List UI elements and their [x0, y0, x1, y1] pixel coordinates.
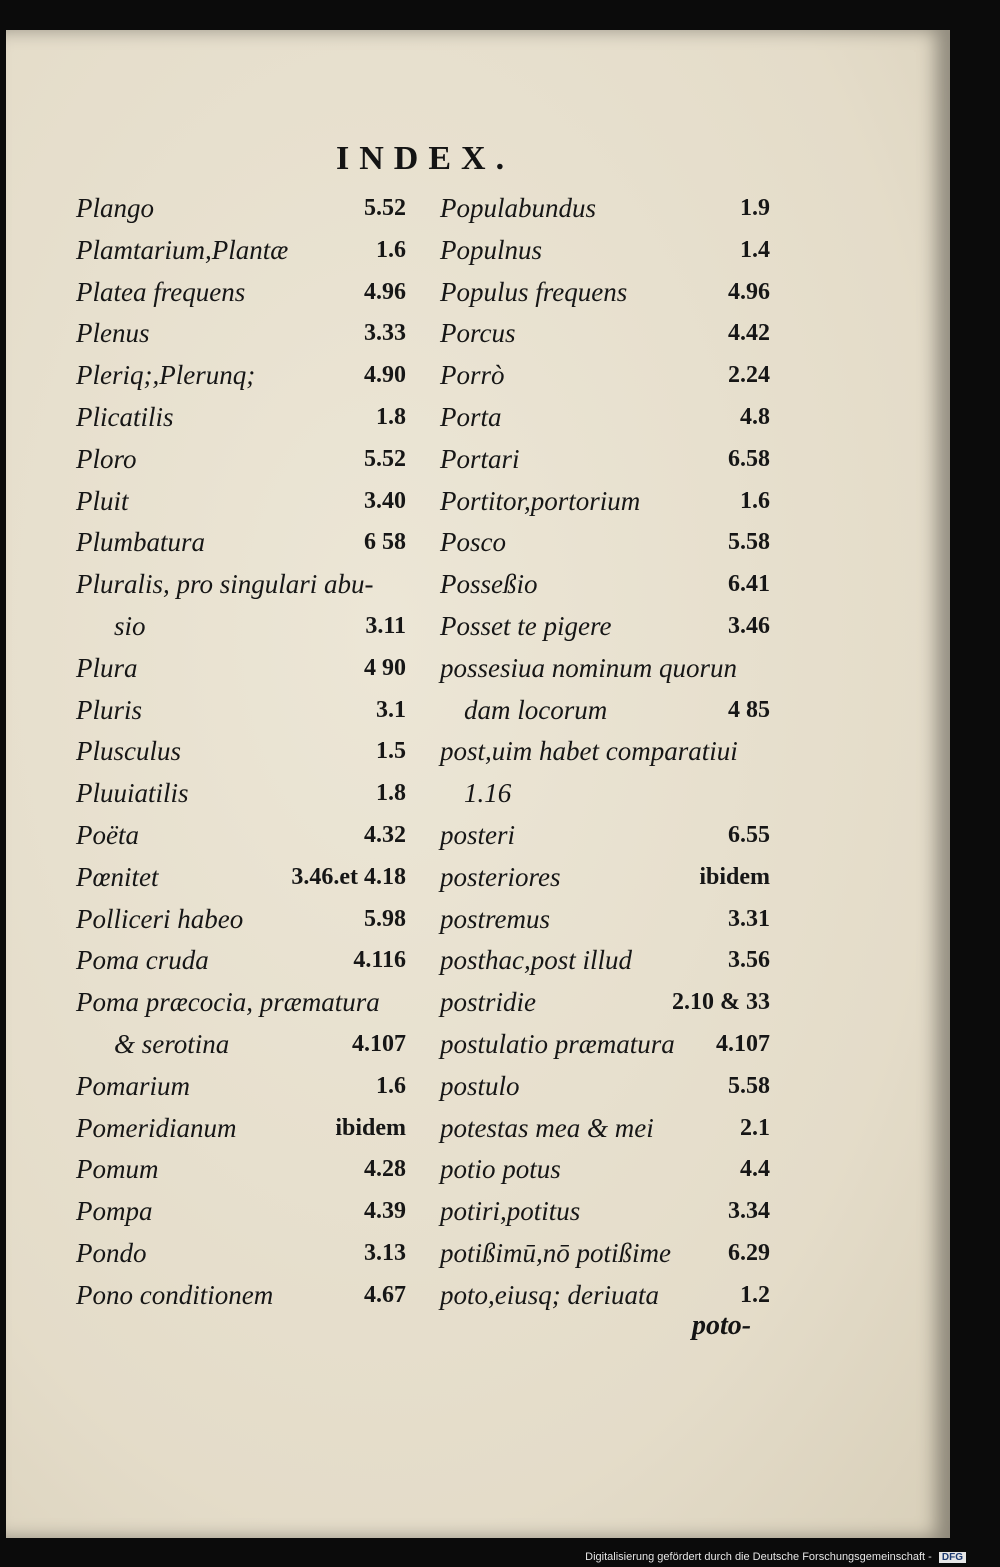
index-entry: [440, 648, 770, 690]
entry-ref: 4.90: [364, 362, 406, 389]
entry-term: Plusculus: [76, 736, 181, 767]
entry-ref: 2.24: [728, 362, 770, 389]
entry-term: Populus frequens: [440, 276, 628, 307]
entry-ref: 1.6: [740, 487, 770, 514]
entry-ref: 5.58: [728, 529, 770, 556]
entry-term: potestas mea & mei: [440, 1112, 654, 1143]
index-entry: [76, 1275, 406, 1317]
entry-term: Pluuiatilis: [76, 778, 189, 809]
index-entry: [76, 313, 406, 355]
entry-term: & serotina: [114, 1028, 230, 1059]
index-entry: [440, 606, 770, 648]
index-entry: [440, 397, 770, 439]
index-entry: [440, 313, 770, 355]
catchword: poto-: [692, 1310, 752, 1341]
index-entry: [440, 982, 770, 1024]
entry-term: poto,eiusq; deriuata: [440, 1279, 659, 1310]
entry-term: postulatio præmatura: [440, 1028, 675, 1059]
entry-term: postremus: [440, 903, 551, 934]
index-entry: [440, 230, 770, 272]
index-entry: [440, 1233, 770, 1275]
book-page: [6, 30, 950, 1538]
entry-term: possesiua nominum quorun: [440, 652, 738, 683]
entry-ref: 5.52: [364, 195, 406, 221]
entry-term: Porrò: [440, 360, 505, 391]
index-entry: [440, 815, 770, 857]
entry-term: Portitor,portorium: [440, 485, 641, 516]
index-entry: [76, 1066, 406, 1108]
index-entry: [76, 1233, 406, 1275]
index-column-right: [440, 188, 770, 1317]
entry-term: Poma cruda: [76, 945, 209, 976]
entry-ref: 3.1: [376, 696, 406, 723]
index-entry: [440, 522, 770, 564]
index-entry: [440, 1149, 770, 1191]
entry-ref: 4.96: [364, 278, 406, 305]
entry-ref: 4.67: [364, 1281, 406, 1308]
index-entry: [440, 940, 770, 982]
entry-ref: 1.2: [740, 1281, 770, 1308]
digitization-footer: [585, 1551, 966, 1563]
index-entry: [440, 773, 770, 815]
index-entry: [440, 1191, 770, 1233]
index-entry: [76, 648, 406, 690]
index-entry: [76, 564, 406, 606]
entry-ref: 4.107: [716, 1030, 770, 1057]
entry-ref: 4.42: [728, 320, 770, 347]
entry-term: Pleriq;,Plerunq;: [76, 360, 256, 391]
entry-ref: 6.58: [728, 445, 770, 472]
entry-ref: 1.5: [376, 738, 406, 765]
entry-term: Plango: [76, 193, 154, 223]
index-entry: [76, 355, 406, 397]
entry-term: posteriores: [440, 861, 561, 892]
index-entry: [440, 690, 770, 732]
index-entry: [76, 1191, 406, 1233]
entry-term: Porta: [440, 401, 502, 432]
entry-ref: 1.6: [376, 1072, 406, 1099]
index-entry: [76, 982, 406, 1024]
entry-term: 1.16: [464, 778, 512, 809]
entry-ref: 5.58: [728, 1072, 770, 1099]
index-entry: [440, 899, 770, 941]
entry-term: Plenus: [76, 318, 150, 349]
entry-term: Posco: [440, 527, 506, 558]
index-entry: [440, 272, 770, 314]
index-entry: [76, 272, 406, 314]
entry-term: potio potus: [440, 1154, 561, 1185]
index-entry: [76, 1024, 406, 1066]
entry-ref: 3.13: [364, 1239, 406, 1266]
entry-term: Pluralis, pro singulari abu-: [76, 569, 374, 600]
entry-term: potiri,potitus: [440, 1196, 581, 1227]
entry-term: potißimū,nō potißime: [440, 1237, 671, 1268]
entry-term: Populnus: [440, 234, 543, 265]
index-entry: [76, 690, 406, 732]
index-entry: [76, 522, 406, 564]
entry-term: Posset te pigere: [440, 610, 612, 641]
entry-term: Pompa: [76, 1196, 153, 1227]
entry-term: post,uim habet comparatiui: [440, 736, 738, 767]
entry-term: Ploro: [76, 443, 137, 474]
entry-term: Platea frequens: [76, 276, 246, 307]
index-entry: [76, 857, 406, 899]
entry-ref: 3.31: [728, 905, 770, 932]
entry-ref: 1.9: [740, 195, 770, 221]
entry-ref: 4.39: [364, 1198, 406, 1225]
entry-ref: 4 85: [728, 696, 770, 723]
entry-term: Portari: [440, 443, 520, 474]
index-entry: [76, 773, 406, 815]
entry-term: Pomeridianum: [76, 1112, 237, 1143]
entry-ref: 4.116: [353, 947, 406, 974]
entry-term: Pomarium: [76, 1070, 190, 1101]
entry-ref: 1.8: [376, 780, 406, 807]
entry-ref: 2.1: [740, 1114, 770, 1141]
entry-ref: 3.34: [728, 1198, 770, 1225]
index-entry: [440, 355, 770, 397]
entry-term: Populabundus: [440, 193, 597, 223]
entry-ref: 3.11: [365, 612, 406, 639]
entry-term: dam locorum: [464, 694, 608, 725]
entry-ref: 4.28: [364, 1156, 406, 1183]
index-entry: [440, 1108, 770, 1150]
entry-ref: 3.40: [364, 487, 406, 514]
entry-ref: 5.98: [364, 905, 406, 932]
index-entry: [76, 940, 406, 982]
entry-term: Plumbatura: [76, 527, 206, 558]
entry-term: posteri: [440, 819, 516, 850]
footer-text: Digitalisierung gefördert durch die Deutsche Forschungsgemeinschaft -: [585, 1551, 932, 1563]
index-entry: [440, 188, 770, 230]
entry-ref: 4.4: [740, 1156, 770, 1183]
entry-ref: 4.32: [364, 821, 406, 848]
entry-ref: 3.46: [728, 612, 770, 639]
index-entry: [76, 397, 406, 439]
index-entry: [440, 857, 770, 899]
entry-ref: 4.96: [728, 278, 770, 305]
entry-term: sio: [114, 610, 146, 641]
index-entry: [76, 1108, 406, 1150]
index-entry: [76, 188, 406, 230]
entry-ref: 6 58: [364, 529, 406, 556]
entry-term: Plamtarium,Plantæ: [76, 234, 289, 265]
index-entry: [440, 1066, 770, 1108]
entry-ref: 1.8: [376, 403, 406, 430]
index-column-left: [76, 188, 406, 1317]
index-entry: [440, 564, 770, 606]
entry-ref: 6.55: [728, 821, 770, 848]
entry-ref: 1.4: [740, 236, 770, 263]
entry-term: Pœnitet: [76, 861, 159, 892]
entry-term: postridie: [440, 987, 537, 1018]
entry-term: Porcus: [440, 318, 516, 349]
entry-ref: 5.52: [364, 445, 406, 472]
entry-term: Pluris: [76, 694, 143, 725]
index-entry: [76, 899, 406, 941]
entry-ref: 1.6: [376, 236, 406, 263]
entry-ref: 3.46.et 4.18: [291, 863, 406, 890]
index-entry: [440, 481, 770, 523]
index-entry: [76, 439, 406, 481]
entry-term: Poma præcocia, præmatura: [76, 987, 380, 1018]
index-entry: [440, 439, 770, 481]
index-entry: [440, 731, 770, 773]
entry-term: posthac,post illud: [440, 945, 633, 976]
index-entry: [76, 731, 406, 773]
entry-ref: 4.107: [352, 1030, 406, 1057]
entry-term: Posseßio: [440, 569, 538, 600]
entry-term: Pondo: [76, 1237, 147, 1268]
entry-term: Plicatilis: [76, 401, 174, 432]
entry-term: Polliceri habeo: [76, 903, 244, 934]
entry-ref: 4 90: [364, 654, 406, 681]
entry-ref: 3.56: [728, 947, 770, 974]
index-entry: [440, 1024, 770, 1066]
entry-ref: ibidem: [699, 863, 770, 890]
entry-ref: 6.29: [728, 1239, 770, 1266]
page-header: INDEX.: [336, 140, 515, 177]
index-entry: [76, 815, 406, 857]
entry-term: postulo: [440, 1070, 520, 1101]
entry-term: Pluit: [76, 485, 129, 516]
entry-term: Pono conditionem: [76, 1279, 274, 1310]
entry-ref: 3.33: [364, 320, 406, 347]
entry-ref: ibidem: [335, 1114, 406, 1141]
entry-term: Plura: [76, 652, 138, 683]
index-entry: [76, 1149, 406, 1191]
entry-term: Poëta: [76, 819, 139, 850]
entry-term: Pomum: [76, 1154, 159, 1185]
entry-ref: 6.41: [728, 571, 770, 598]
index-entry: [76, 230, 406, 272]
entry-ref: 2.10 & 33: [672, 989, 770, 1016]
entry-ref: 4.8: [740, 403, 770, 430]
index-entry: [76, 481, 406, 523]
dfg-logo: DFG: [939, 1552, 966, 1563]
index-entry: [76, 606, 406, 648]
